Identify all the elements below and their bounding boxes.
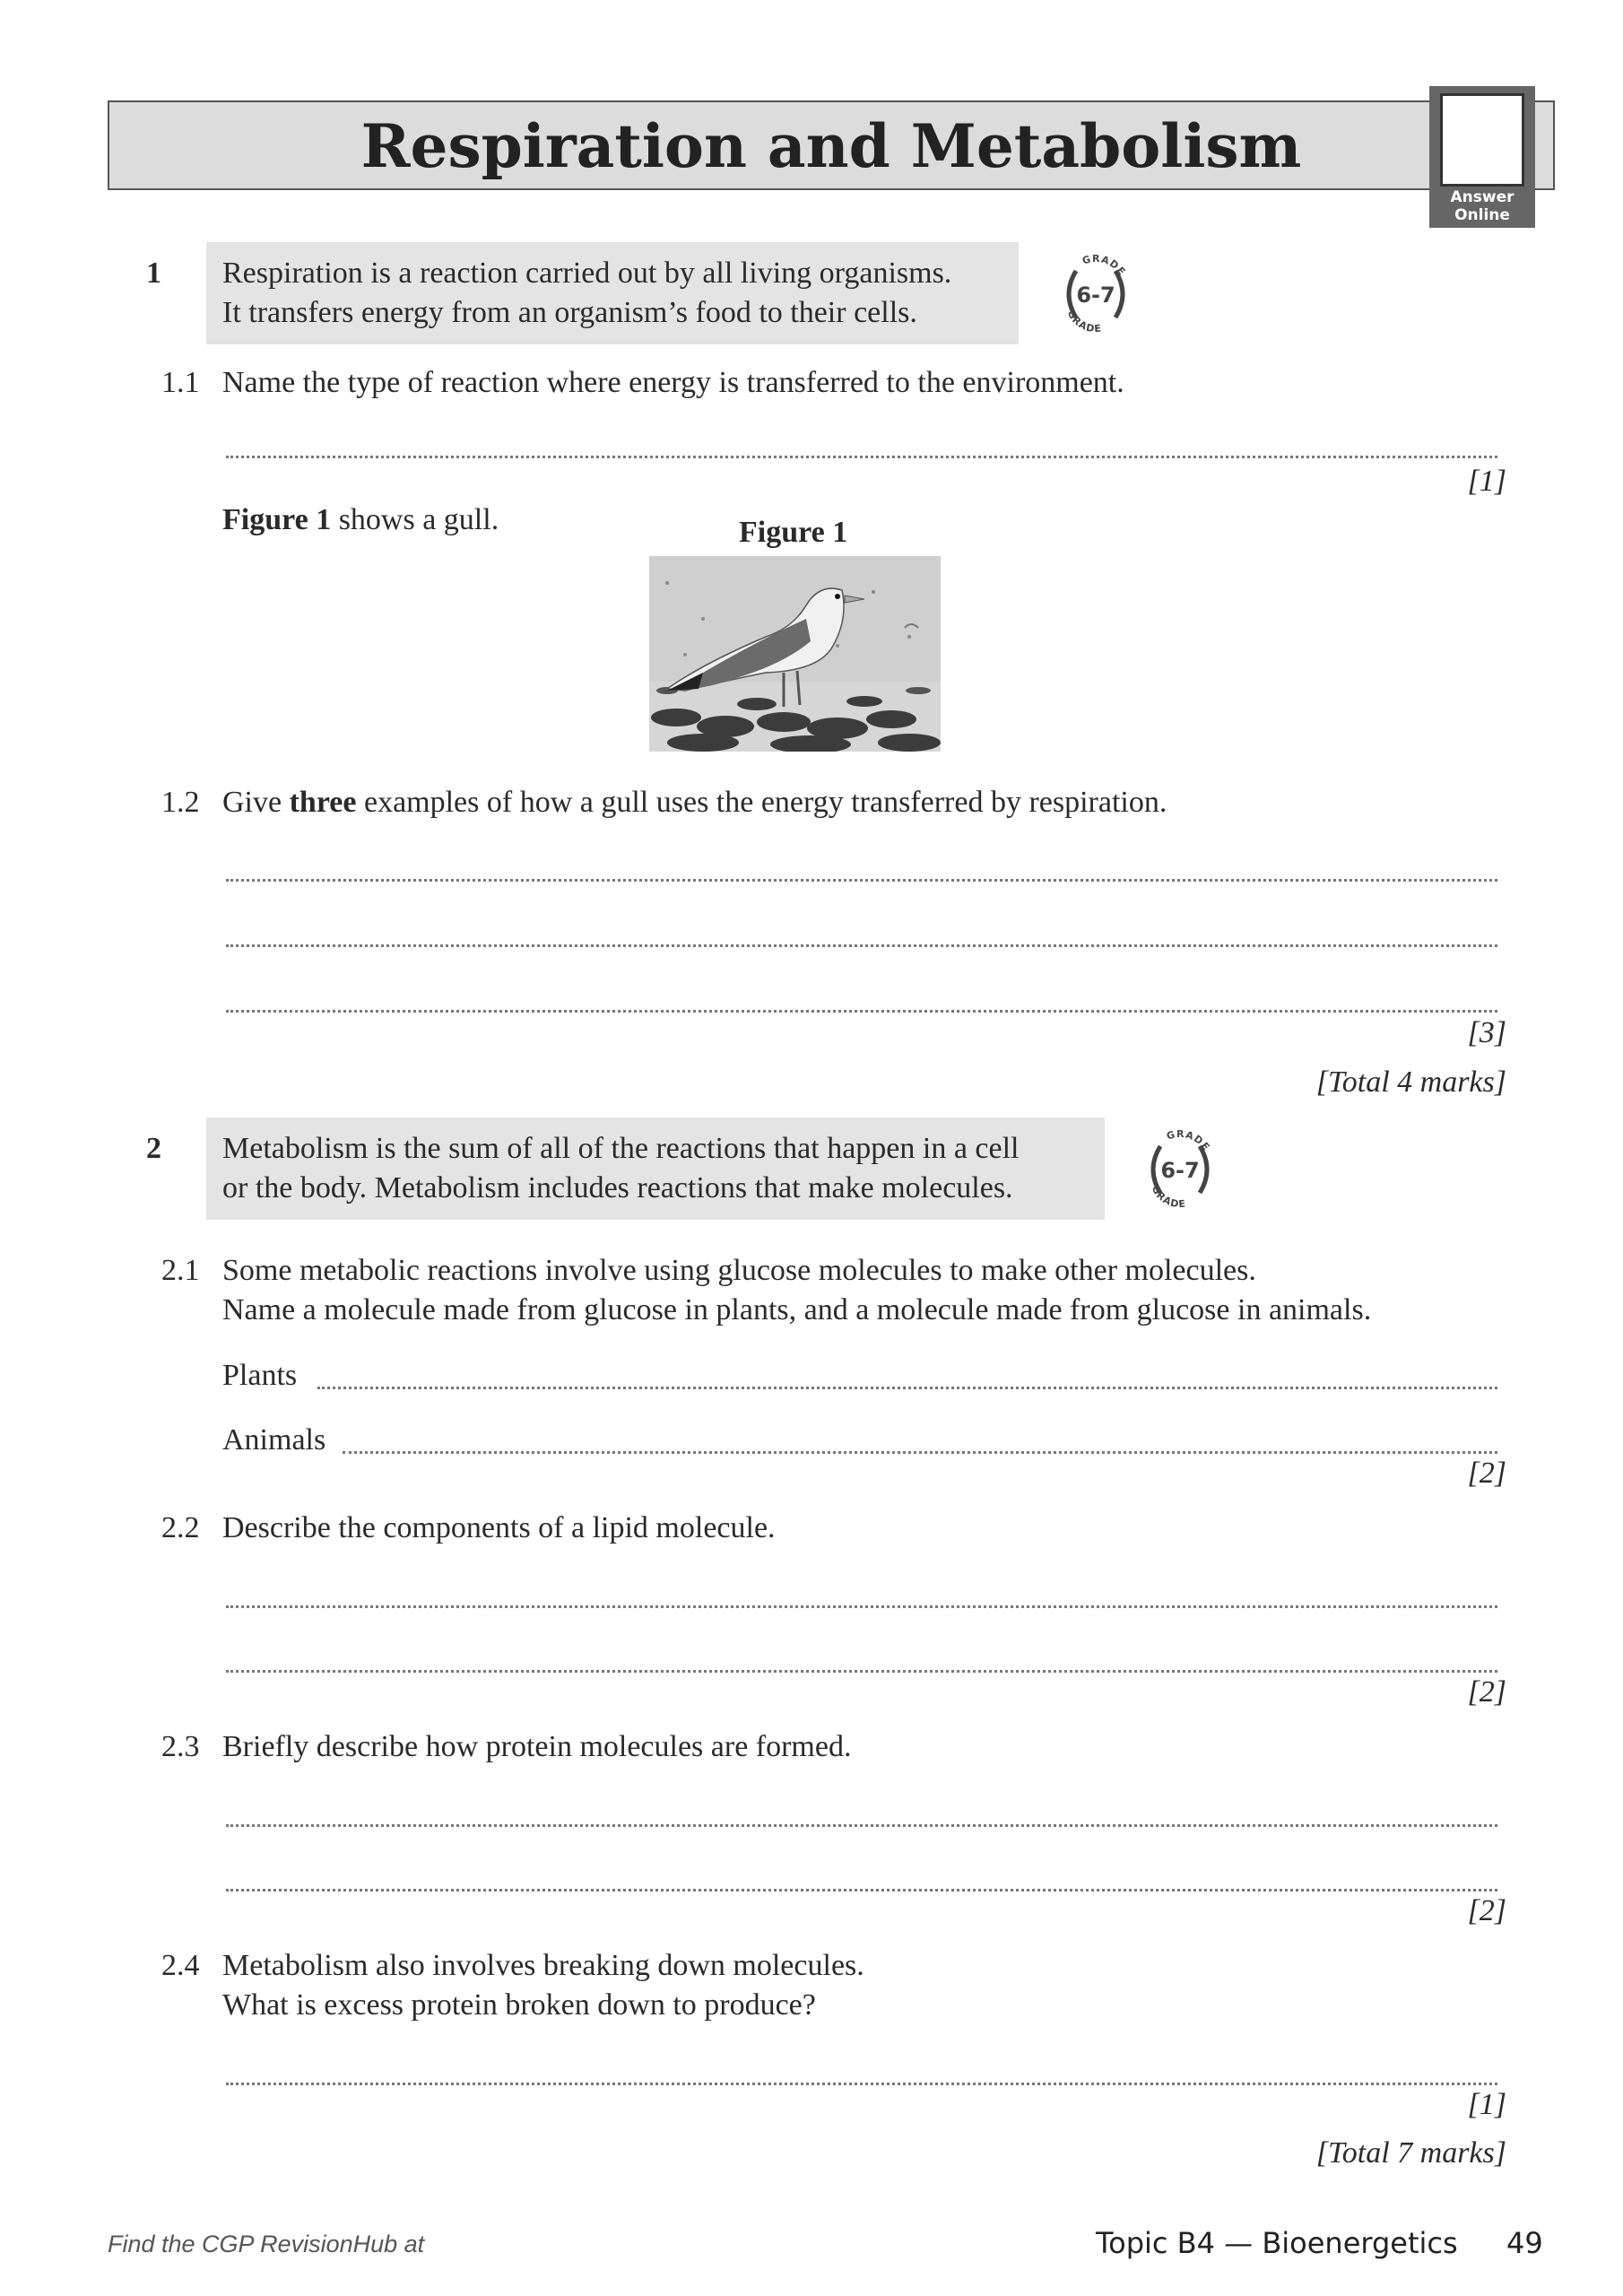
- figure-reference: Figure 1 shows a gull.: [222, 503, 499, 536]
- grade-badge-icon: [1135, 1125, 1225, 1214]
- answer-line[interactable]: [226, 944, 1497, 947]
- answer-line[interactable]: [226, 2083, 1497, 2085]
- answer-line[interactable]: [226, 1824, 1497, 1827]
- answer-line[interactable]: [226, 456, 1497, 458]
- question-text: Metabolism also involves breaking down molecules.: [222, 1949, 864, 1982]
- page-number: 49: [1506, 2226, 1543, 2260]
- question-text: Name the type of reaction where energy is transferred to the environment.: [222, 366, 1124, 399]
- svg-text:GRADE: GRADE: [1149, 1183, 1187, 1211]
- mark-allocation: [2]: [1467, 1894, 1506, 1927]
- question-text: Describe the components of a lipid molecule.: [222, 1511, 776, 1544]
- mark-allocation: [3]: [1467, 1016, 1506, 1049]
- answer-line[interactable]: [226, 1889, 1497, 1892]
- question-intro-line: Respiration is a reaction carried out by all living organisms.: [222, 257, 952, 290]
- part-number: 2.2: [161, 1511, 200, 1544]
- answer-online-box: [1440, 93, 1524, 187]
- part-number: 1.2: [161, 786, 200, 819]
- total-marks: [Total 4 marks]: [1315, 1065, 1506, 1099]
- question-text: Briefly describe how protein molecules are formed.: [222, 1730, 852, 1763]
- question-text: Name a molecule made from glucose in plants, and a molecule made from glucose in animals.: [222, 1293, 1372, 1326]
- answer-label-animals: Animals: [222, 1423, 326, 1457]
- grade-badge-icon: [1051, 249, 1141, 339]
- mark-allocation: [1]: [1467, 465, 1506, 498]
- answer-online-label: Answer Online: [1450, 188, 1515, 224]
- figure-caption: Figure 1: [739, 516, 848, 549]
- mark-allocation: [2]: [1467, 1457, 1506, 1490]
- svg-text:GRADE: GRADE: [1165, 1127, 1212, 1153]
- footer-revisionhub: Find the CGP RevisionHub at: [108, 2231, 425, 2257]
- page-title: Respiration and Metabolism: [360, 111, 1302, 181]
- answer-line[interactable]: [226, 1605, 1497, 1608]
- svg-text:GRADE: GRADE: [1064, 308, 1103, 335]
- question-text: Give three examples of how a gull uses the energy transferred by respiration.: [222, 786, 1167, 819]
- question-intro-line: Metabolism is the sum of all of the reactions that happen in a cell: [222, 1132, 1020, 1165]
- answer-line-plants[interactable]: [317, 1387, 1497, 1389]
- part-number: 2.3: [161, 1730, 200, 1763]
- answer-line[interactable]: [226, 1670, 1497, 1673]
- part-number: 2.4: [161, 1949, 200, 1982]
- footer-topic: Topic B4 — Bioenergetics: [1096, 2226, 1458, 2260]
- gull-figure: [649, 556, 941, 752]
- svg-text:6-7: 6-7: [1076, 283, 1115, 308]
- mark-allocation: [1]: [1467, 2088, 1506, 2121]
- answer-line[interactable]: [226, 1010, 1497, 1013]
- svg-text:GRADE: GRADE: [1081, 252, 1128, 278]
- question-number: 2: [146, 1132, 161, 1165]
- total-marks: [Total 7 marks]: [1315, 2136, 1506, 2170]
- svg-text:6-7: 6-7: [1160, 1158, 1200, 1183]
- part-number: 1.1: [161, 366, 200, 399]
- mark-allocation: [2]: [1467, 1675, 1506, 1709]
- question-intro-line: It transfers energy from an organism’s food to their cells.: [222, 296, 917, 329]
- question-number: 1: [146, 257, 161, 290]
- part-number: 2.1: [161, 1254, 200, 1287]
- question-text: Some metabolic reactions involve using glucose molecules to make other molecules.: [222, 1254, 1256, 1287]
- answer-line-animals[interactable]: [343, 1451, 1497, 1454]
- question-text: What is excess protein broken down to produce?: [222, 1988, 816, 2022]
- answer-line[interactable]: [226, 879, 1497, 882]
- question-intro-line: or the body. Metabolism includes reactions that make molecules.: [222, 1171, 1013, 1205]
- answer-label-plants: Plants: [222, 1359, 298, 1392]
